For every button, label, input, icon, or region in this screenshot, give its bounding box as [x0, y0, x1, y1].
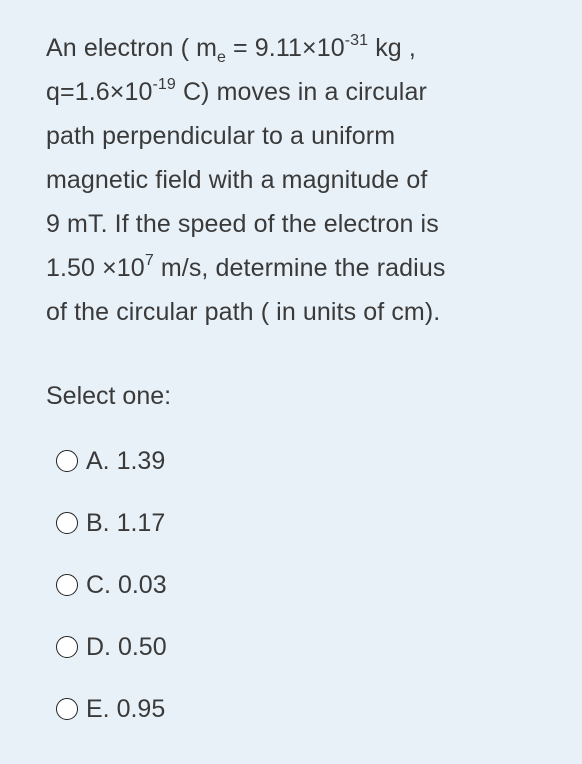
option-c[interactable] — [56, 554, 167, 616]
question-line-1 — [46, 26, 566, 70]
option-a[interactable] — [56, 430, 167, 492]
question-text-part: = 9.11×10 — [226, 34, 345, 62]
option-d[interactable] — [56, 616, 167, 678]
option-e[interactable] — [56, 678, 167, 740]
question-line-5: 9 mT. If the speed of the electron is — [46, 210, 439, 238]
question-text-part: m/s, determine the radius — [153, 254, 446, 282]
option-label: D. 0.50 — [86, 632, 167, 661]
question-text-part: C) moves in a circular — [175, 78, 427, 106]
question-text-part: q=1.6×10 — [46, 78, 153, 106]
question-line-7: of the circular path ( in units of cm). — [46, 298, 441, 326]
superscript: -31 — [344, 31, 369, 49]
option-b[interactable] — [56, 492, 167, 554]
radio-button-icon[interactable] — [56, 636, 78, 658]
question-text-part: kg , — [368, 34, 416, 62]
select-one-label: Select one: — [46, 382, 172, 410]
option-label: E. 0.95 — [86, 694, 166, 723]
radio-button-icon[interactable] — [56, 698, 78, 720]
option-label: B. 1.17 — [86, 508, 166, 537]
question-text-part: 1.50 ×10 — [46, 254, 145, 282]
question-line-4: magnetic field with a magnitude of — [46, 166, 428, 194]
superscript: 7 — [144, 251, 154, 269]
question-text — [46, 26, 566, 334]
subscript: e — [217, 49, 227, 66]
radio-button-icon[interactable] — [56, 512, 78, 534]
radio-button-icon[interactable] — [56, 450, 78, 472]
option-label: C. 0.03 — [86, 570, 167, 599]
question-line-3: path perpendicular to a uniform — [46, 122, 396, 150]
superscript: -19 — [152, 75, 176, 93]
question-text-part: An electron ( m — [46, 34, 218, 62]
option-label: A. 1.39 — [86, 446, 166, 475]
question-line-2 — [46, 70, 566, 114]
question-line-6 — [46, 246, 566, 290]
answer-options — [56, 430, 167, 740]
radio-button-icon[interactable] — [56, 574, 78, 596]
